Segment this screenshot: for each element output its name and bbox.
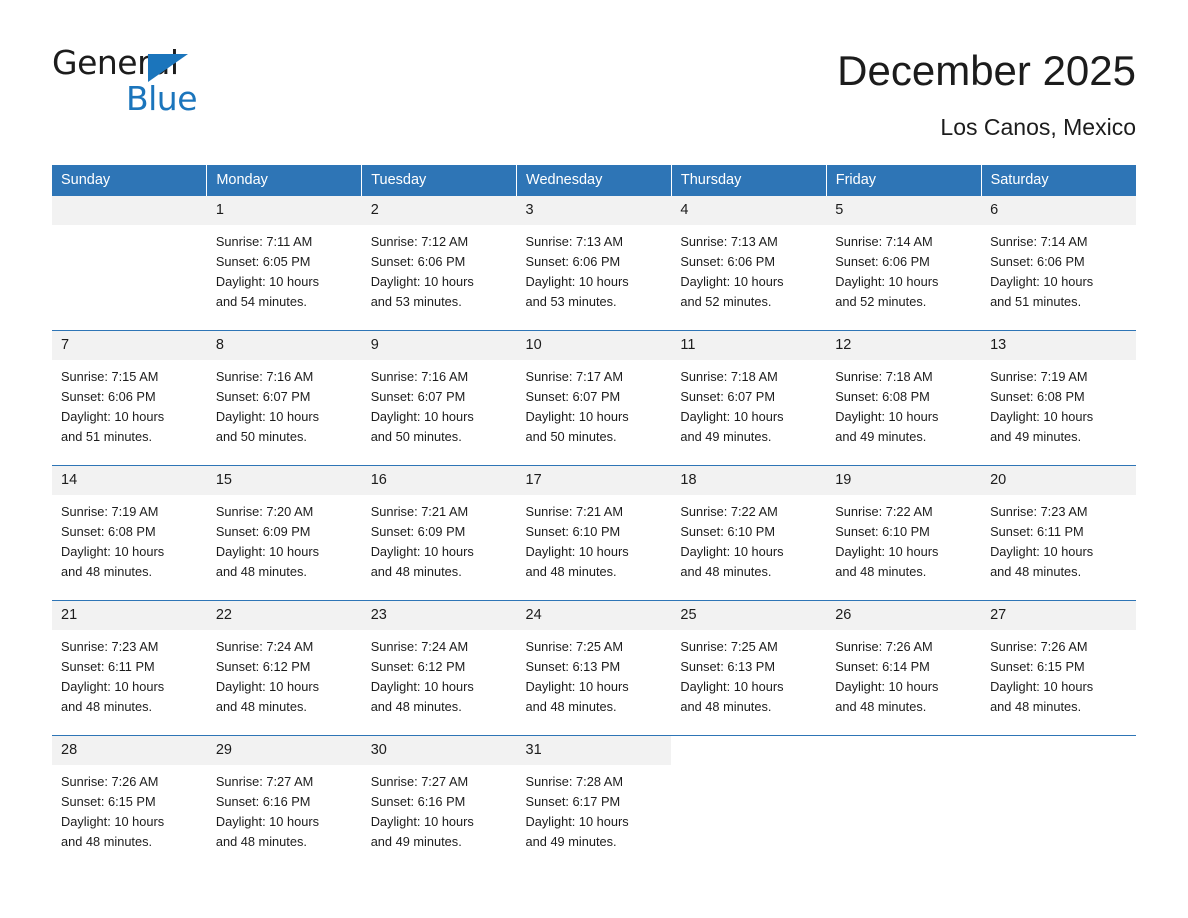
day-detail-line: Sunset: 6:13 PM: [525, 659, 621, 675]
day-number: 21: [52, 601, 207, 630]
day-number: 15: [207, 466, 362, 495]
day-detail-line: Sunset: 6:08 PM: [835, 389, 930, 405]
calendar-day-cell[interactable]: [207, 331, 362, 466]
day-number: 31: [517, 736, 672, 765]
day-details: [52, 495, 207, 582]
weekday-header-row: [52, 165, 1136, 196]
day-detail-line: and 48 minutes.: [835, 564, 927, 580]
day-detail-line: and 50 minutes.: [525, 429, 617, 445]
day-detail-line: Sunset: 6:07 PM: [370, 389, 466, 405]
day-detail-line: Sunset: 6:07 PM: [525, 389, 621, 405]
day-number: 24: [517, 601, 672, 630]
day-number: 27: [981, 601, 1136, 630]
day-detail-line: Sunrise: 7:26 AM: [990, 639, 1088, 655]
title-block: [837, 46, 1136, 141]
day-detail-line: Daylight: 10 hours: [525, 814, 629, 830]
calendar-day-cell[interactable]: [362, 736, 517, 871]
day-detail-line: Daylight: 10 hours: [61, 814, 165, 830]
day-detail-line: Sunset: 6:08 PM: [990, 389, 1085, 405]
day-detail-line: Sunrise: 7:18 AM: [835, 369, 933, 385]
day-detail-line: and 49 minutes.: [680, 429, 772, 445]
day-detail-line: Daylight: 10 hours: [680, 544, 784, 560]
day-detail-line: and 48 minutes.: [525, 699, 617, 715]
calendar-day-cell[interactable]: [826, 601, 981, 736]
day-detail-line: Sunset: 6:15 PM: [990, 659, 1085, 675]
day-number: 26: [826, 601, 981, 630]
day-detail-line: and 53 minutes.: [525, 294, 617, 310]
calendar-day-cell[interactable]: [671, 466, 826, 601]
day-details: [207, 765, 362, 852]
day-details: [362, 225, 517, 312]
day-detail-line: and 48 minutes.: [61, 834, 153, 850]
day-number: 20: [981, 466, 1136, 495]
day-details: [517, 225, 672, 312]
day-number: 13: [981, 331, 1136, 360]
day-detail-line: and 53 minutes.: [370, 294, 462, 310]
day-detail-line: Sunset: 6:13 PM: [680, 659, 775, 675]
day-number: 16: [362, 466, 517, 495]
page-subtitle: Los Canos, Mexico: [940, 114, 1136, 141]
day-detail-line: Sunrise: 7:26 AM: [835, 639, 933, 655]
day-detail-line: Sunset: 6:16 PM: [370, 794, 466, 810]
calendar-day-cell[interactable]: [517, 736, 672, 871]
day-detail-line: Sunset: 6:17 PM: [525, 794, 621, 810]
day-detail-line: Sunrise: 7:27 AM: [370, 774, 469, 790]
day-detail-line: Sunrise: 7:23 AM: [61, 639, 159, 655]
weekday-header-sunday: Sunday: [52, 165, 207, 196]
day-detail-line: Sunrise: 7:22 AM: [835, 504, 933, 520]
day-number: 14: [52, 466, 207, 495]
day-details: [826, 630, 981, 717]
day-detail-line: Sunrise: 7:12 AM: [370, 234, 469, 250]
day-detail-line: Sunset: 6:10 PM: [835, 524, 930, 540]
logo-text-general: General: [52, 43, 179, 82]
day-number: 25: [671, 601, 826, 630]
day-number: 8: [207, 331, 362, 360]
day-details: [362, 360, 517, 447]
calendar-day-cell[interactable]: [362, 196, 517, 331]
day-number: 9: [362, 331, 517, 360]
day-detail-line: Daylight: 10 hours: [525, 679, 629, 695]
calendar-day-cell[interactable]: [981, 331, 1136, 466]
day-details: [981, 495, 1136, 582]
day-detail-line: and 48 minutes.: [215, 564, 307, 580]
day-details: [52, 765, 207, 852]
logo-triangle-icon: [148, 54, 188, 82]
calendar-day-cell[interactable]: [826, 331, 981, 466]
day-detail-line: and 50 minutes.: [370, 429, 462, 445]
calendar-day-cell[interactable]: [362, 601, 517, 736]
day-detail-line: Sunrise: 7:19 AM: [61, 504, 159, 520]
calendar-day-cell[interactable]: [207, 601, 362, 736]
calendar-day-cell[interactable]: [207, 466, 362, 601]
day-detail-line: Sunrise: 7:28 AM: [525, 774, 623, 790]
day-details: [52, 225, 207, 232]
day-detail-line: Daylight: 10 hours: [215, 544, 319, 560]
day-detail-line: Daylight: 10 hours: [370, 814, 474, 830]
day-number: 18: [671, 466, 826, 495]
day-details: [826, 360, 981, 447]
calendar-day-cell[interactable]: [981, 601, 1136, 736]
day-detail-line: Sunset: 6:14 PM: [835, 659, 930, 675]
day-detail-line: and 51 minutes.: [61, 429, 153, 445]
weekday-header-wednesday: Wednesday: [517, 165, 672, 196]
day-detail-line: Daylight: 10 hours: [835, 544, 939, 560]
day-number: 1: [207, 196, 362, 225]
day-detail-line: Sunset: 6:06 PM: [990, 254, 1085, 270]
calendar-day-cell[interactable]: [362, 331, 517, 466]
calendar-day-cell[interactable]: [362, 466, 517, 601]
day-detail-line: Sunset: 6:11 PM: [61, 659, 155, 675]
calendar-body: [52, 196, 1136, 871]
page-header: [52, 0, 1136, 141]
logo-text-blue: Blue: [126, 79, 198, 118]
day-detail-line: Sunrise: 7:26 AM: [61, 774, 159, 790]
day-details: [207, 495, 362, 582]
day-detail-line: and 48 minutes.: [835, 699, 927, 715]
calendar-week-row: [52, 331, 1136, 466]
day-detail-line: Sunset: 6:08 PM: [61, 524, 156, 540]
day-detail-line: and 49 minutes.: [990, 429, 1082, 445]
weekday-header-friday: Friday: [826, 165, 981, 196]
day-detail-line: Sunrise: 7:11 AM: [215, 234, 313, 250]
calendar-table: [52, 165, 1136, 870]
day-detail-line: and 48 minutes.: [680, 564, 772, 580]
calendar-week-row: [52, 466, 1136, 601]
day-detail-line: Daylight: 10 hours: [370, 679, 474, 695]
day-detail-line: Sunset: 6:11 PM: [990, 524, 1084, 540]
day-detail-line: Sunrise: 7:13 AM: [525, 234, 623, 250]
day-detail-line: Sunset: 6:10 PM: [680, 524, 775, 540]
day-details: [207, 360, 362, 447]
day-detail-line: and 51 minutes.: [990, 294, 1082, 310]
calendar-day-cell[interactable]: [207, 736, 362, 871]
weekday-header-monday: Monday: [207, 165, 362, 196]
day-detail-line: and 52 minutes.: [835, 294, 927, 310]
day-detail-line: Sunrise: 7:16 AM: [370, 369, 469, 385]
day-detail-line: Daylight: 10 hours: [215, 409, 319, 425]
day-details: [207, 225, 362, 312]
day-detail-line: Daylight: 10 hours: [680, 409, 784, 425]
day-number: 30: [362, 736, 517, 765]
calendar-day-cell[interactable]: [671, 331, 826, 466]
day-details: [826, 495, 981, 582]
calendar-day-cell[interactable]: [517, 466, 672, 601]
day-detail-line: and 54 minutes.: [215, 294, 307, 310]
day-number: 3: [517, 196, 672, 225]
day-detail-line: Sunrise: 7:24 AM: [370, 639, 469, 655]
day-detail-line: Daylight: 10 hours: [215, 814, 319, 830]
weekday-header-saturday: Saturday: [981, 165, 1136, 196]
day-detail-line: Sunset: 6:09 PM: [215, 524, 311, 540]
day-detail-line: Sunrise: 7:16 AM: [215, 369, 314, 385]
day-detail-line: Daylight: 10 hours: [370, 274, 474, 290]
day-detail-line: Sunset: 6:07 PM: [680, 389, 775, 405]
day-detail-line: Sunset: 6:15 PM: [61, 794, 156, 810]
calendar-week-row: [52, 601, 1136, 736]
calendar-day-cell[interactable]: [826, 196, 981, 331]
day-number: 10: [517, 331, 672, 360]
day-details: [981, 360, 1136, 447]
day-detail-line: and 48 minutes.: [370, 699, 462, 715]
day-detail-line: Sunrise: 7:14 AM: [835, 234, 933, 250]
calendar-day-cell[interactable]: [52, 601, 207, 736]
day-detail-line: and 49 minutes.: [525, 834, 617, 850]
day-number: 5: [826, 196, 981, 225]
day-detail-line: Daylight: 10 hours: [61, 409, 165, 425]
day-number: 28: [52, 736, 207, 765]
day-detail-line: Sunset: 6:06 PM: [370, 254, 466, 270]
calendar-day-cell[interactable]: [52, 331, 207, 466]
day-number: 4: [671, 196, 826, 225]
day-detail-line: and 48 minutes.: [990, 699, 1082, 715]
day-detail-line: Sunrise: 7:20 AM: [215, 504, 314, 520]
day-detail-line: Sunrise: 7:24 AM: [215, 639, 314, 655]
day-number: [52, 196, 207, 225]
day-number: 22: [207, 601, 362, 630]
day-detail-line: Daylight: 10 hours: [990, 409, 1094, 425]
day-detail-line: Sunset: 6:06 PM: [525, 254, 621, 270]
day-detail-line: Daylight: 10 hours: [990, 679, 1094, 695]
day-detail-line: Daylight: 10 hours: [370, 409, 474, 425]
day-detail-line: and 50 minutes.: [215, 429, 307, 445]
day-detail-line: Daylight: 10 hours: [61, 544, 165, 560]
day-detail-line: Sunrise: 7:18 AM: [680, 369, 778, 385]
day-detail-line: Daylight: 10 hours: [835, 409, 939, 425]
day-number: 12: [826, 331, 981, 360]
day-detail-line: Daylight: 10 hours: [215, 274, 319, 290]
day-detail-line: Sunset: 6:07 PM: [215, 389, 311, 405]
day-details: [671, 360, 826, 447]
day-number: 6: [981, 196, 1136, 225]
day-details: [362, 765, 517, 852]
day-detail-line: and 49 minutes.: [370, 834, 462, 850]
day-number: 11: [671, 331, 826, 360]
day-detail-line: and 48 minutes.: [680, 699, 772, 715]
day-details: [671, 225, 826, 312]
day-detail-line: Sunset: 6:10 PM: [525, 524, 621, 540]
day-details: [981, 765, 1136, 772]
day-detail-line: Sunrise: 7:21 AM: [370, 504, 469, 520]
day-details: [517, 495, 672, 582]
day-detail-line: Sunrise: 7:23 AM: [990, 504, 1088, 520]
day-detail-line: and 48 minutes.: [61, 699, 153, 715]
day-detail-line: Sunrise: 7:22 AM: [680, 504, 778, 520]
calendar-day-cell[interactable]: [981, 196, 1136, 331]
day-number: 17: [517, 466, 672, 495]
day-detail-line: Daylight: 10 hours: [990, 274, 1094, 290]
day-number: 7: [52, 331, 207, 360]
day-number: 2: [362, 196, 517, 225]
day-detail-line: Daylight: 10 hours: [525, 274, 629, 290]
calendar-day-cell[interactable]: [671, 196, 826, 331]
day-number: [671, 736, 826, 765]
day-detail-line: and 48 minutes.: [525, 564, 617, 580]
day-details: [52, 360, 207, 447]
day-details: [826, 225, 981, 312]
calendar-empty-cell: [826, 736, 981, 871]
calendar-day-cell[interactable]: [207, 196, 362, 331]
day-detail-line: Sunset: 6:06 PM: [61, 389, 156, 405]
day-detail-line: and 49 minutes.: [835, 429, 927, 445]
day-details: [671, 495, 826, 582]
day-detail-line: Daylight: 10 hours: [215, 679, 319, 695]
calendar-empty-cell: [671, 736, 826, 871]
day-detail-line: Sunset: 6:16 PM: [215, 794, 311, 810]
day-details: [52, 630, 207, 717]
generalblue-logo: [52, 43, 212, 118]
calendar-day-cell[interactable]: [517, 196, 672, 331]
calendar-day-cell[interactable]: [981, 466, 1136, 601]
day-detail-line: Daylight: 10 hours: [525, 409, 629, 425]
day-detail-line: Daylight: 10 hours: [680, 274, 784, 290]
calendar-day-cell[interactable]: [671, 601, 826, 736]
day-detail-line: and 52 minutes.: [680, 294, 772, 310]
calendar-day-cell[interactable]: [826, 466, 981, 601]
day-detail-line: Sunset: 6:05 PM: [215, 254, 311, 270]
day-detail-line: Sunrise: 7:15 AM: [61, 369, 159, 385]
day-details: [362, 495, 517, 582]
day-detail-line: Sunrise: 7:27 AM: [215, 774, 314, 790]
calendar-week-row: [52, 736, 1136, 871]
day-number: 23: [362, 601, 517, 630]
calendar-day-cell[interactable]: [52, 466, 207, 601]
day-detail-line: Sunset: 6:12 PM: [215, 659, 311, 675]
day-details: [517, 765, 672, 852]
day-detail-line: Sunset: 6:12 PM: [370, 659, 466, 675]
day-details: [826, 765, 981, 772]
calendar-empty-cell: [52, 196, 207, 331]
day-number: 29: [207, 736, 362, 765]
day-details: [981, 630, 1136, 717]
day-detail-line: Daylight: 10 hours: [835, 274, 939, 290]
day-detail-line: Sunrise: 7:14 AM: [990, 234, 1088, 250]
day-details: [671, 765, 826, 772]
day-detail-line: Sunset: 6:06 PM: [835, 254, 930, 270]
calendar-day-cell[interactable]: [517, 601, 672, 736]
day-detail-line: and 48 minutes.: [370, 564, 462, 580]
day-detail-line: Sunrise: 7:25 AM: [680, 639, 778, 655]
day-detail-line: and 48 minutes.: [61, 564, 153, 580]
day-detail-line: and 48 minutes.: [215, 699, 307, 715]
day-details: [981, 225, 1136, 312]
day-details: [517, 360, 672, 447]
day-detail-line: Sunset: 6:06 PM: [680, 254, 775, 270]
day-detail-line: Daylight: 10 hours: [525, 544, 629, 560]
day-detail-line: Sunset: 6:09 PM: [370, 524, 466, 540]
day-detail-line: Daylight: 10 hours: [680, 679, 784, 695]
day-detail-line: Daylight: 10 hours: [61, 679, 165, 695]
page-title: December 2025: [837, 47, 1136, 94]
calendar-empty-cell: [981, 736, 1136, 871]
day-detail-line: Sunrise: 7:25 AM: [525, 639, 623, 655]
day-detail-line: and 48 minutes.: [990, 564, 1082, 580]
day-number: [981, 736, 1136, 765]
day-detail-line: Sunrise: 7:21 AM: [525, 504, 623, 520]
day-detail-line: Daylight: 10 hours: [370, 544, 474, 560]
day-detail-line: Daylight: 10 hours: [990, 544, 1094, 560]
day-details: [362, 630, 517, 717]
day-details: [671, 630, 826, 717]
day-detail-line: Sunrise: 7:19 AM: [990, 369, 1088, 385]
calendar-day-cell[interactable]: [517, 331, 672, 466]
day-number: [826, 736, 981, 765]
weekday-header-thursday: Thursday: [671, 165, 826, 196]
calendar-week-row: [52, 196, 1136, 331]
day-details: [517, 630, 672, 717]
day-detail-line: Daylight: 10 hours: [835, 679, 939, 695]
day-detail-line: Sunrise: 7:13 AM: [680, 234, 778, 250]
day-number: 19: [826, 466, 981, 495]
calendar-day-cell[interactable]: [52, 736, 207, 871]
day-details: [207, 630, 362, 717]
weekday-header-tuesday: Tuesday: [362, 165, 517, 196]
day-detail-line: Sunrise: 7:17 AM: [525, 369, 623, 385]
day-detail-line: and 48 minutes.: [215, 834, 307, 850]
